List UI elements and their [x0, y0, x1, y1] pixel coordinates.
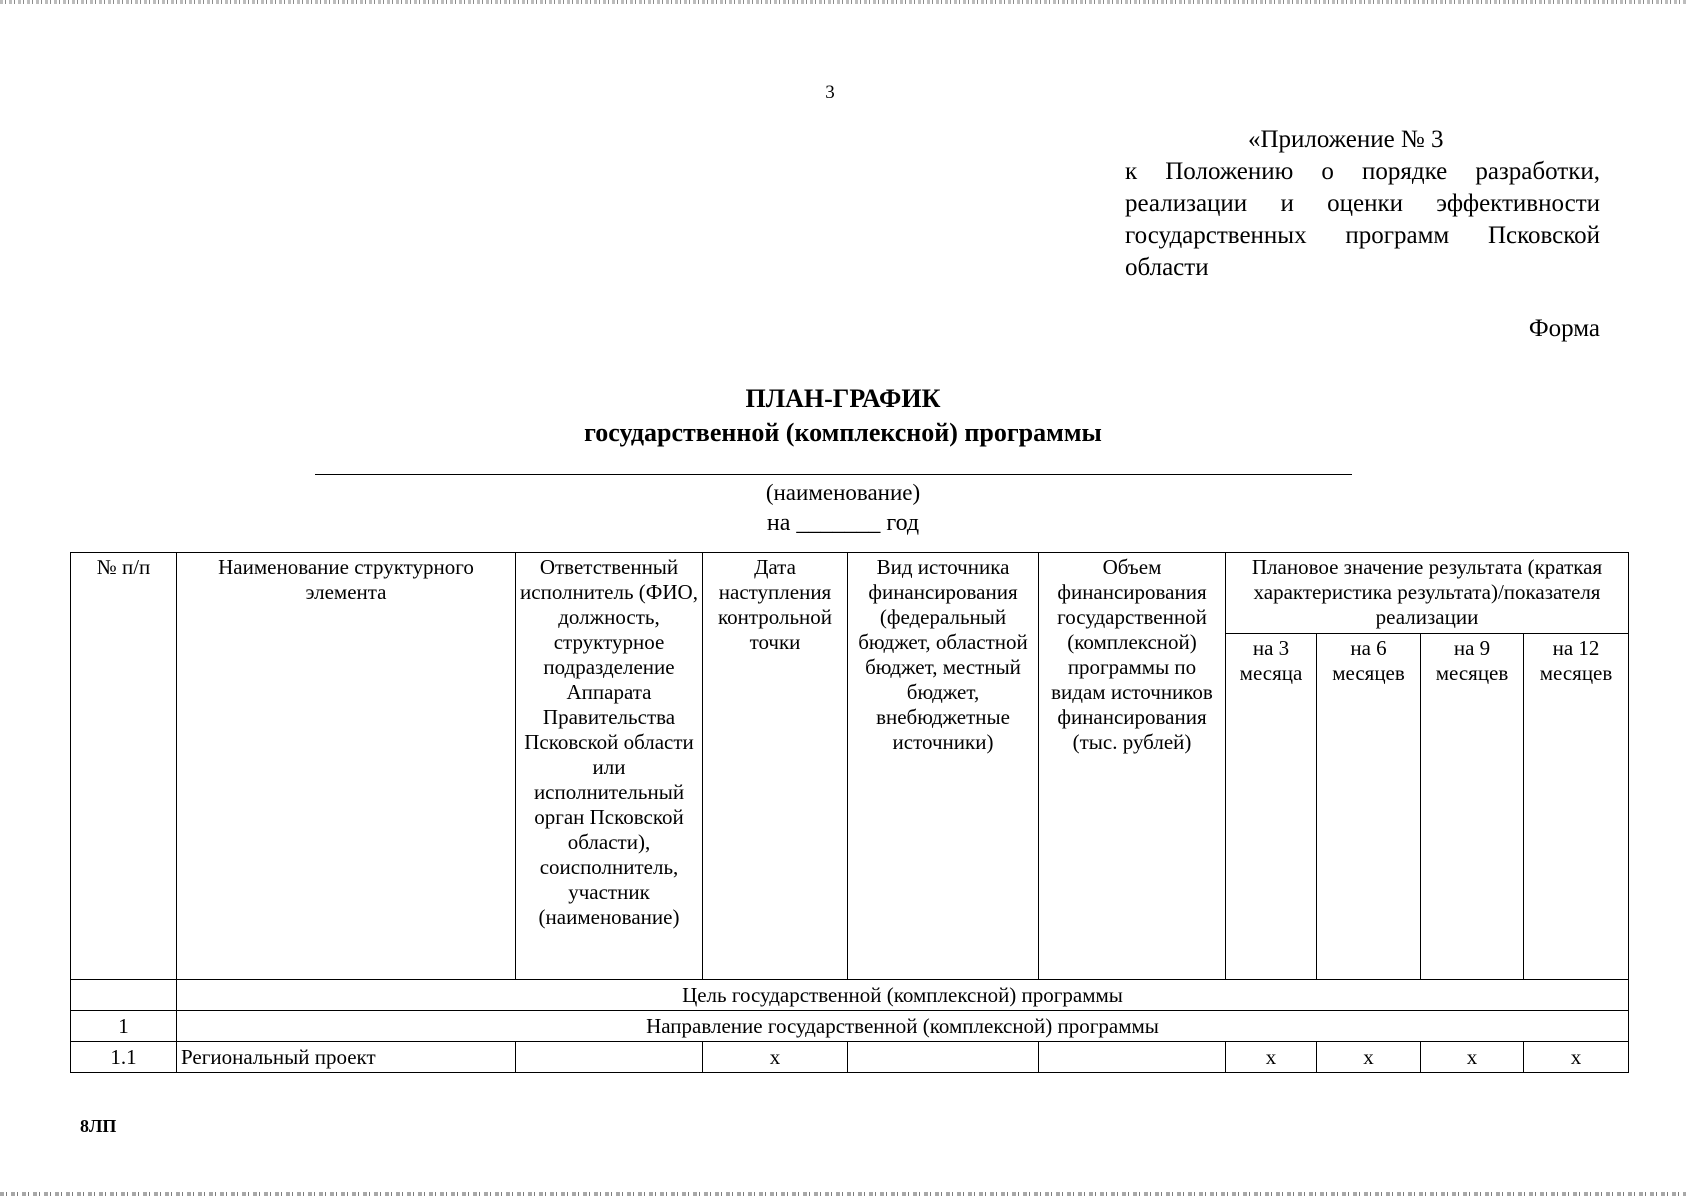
project-row-3-months: х: [1226, 1042, 1317, 1073]
project-row-name: Региональный проект: [177, 1042, 516, 1073]
scan-edge-bottom: [0, 1192, 1686, 1196]
form-label: Форма: [1528, 315, 1600, 342]
title-line-1: ПЛАН-ГРАФИК: [745, 384, 941, 413]
goal-row-num: [71, 980, 177, 1011]
appendix-text: к Положению о порядке разработки, реализации и оценки эффективности государственных программ Псковской области: [1125, 158, 1600, 281]
goal-row: [71, 980, 1629, 1011]
title-line-2: государственной (комплексной) программы: [584, 418, 1102, 447]
plan-schedule-table: [70, 552, 1629, 1073]
program-name-caption: (наименование): [765, 480, 921, 505]
header-6-months: на 6 месяцев: [1317, 634, 1421, 980]
project-row-num: 1.1: [71, 1042, 177, 1073]
direction-row-text: Направление государственной (комплексной) программы: [177, 1011, 1629, 1042]
table-header-row-1: [71, 553, 1629, 634]
document-title: [0, 382, 1686, 450]
project-row-9-months: х: [1421, 1042, 1524, 1073]
direction-row-num: 1: [71, 1011, 177, 1042]
header-funding-volume: Объем финансирования государственной (комплексной) программы по видам источников финансирования (тыс. рублей): [1039, 553, 1226, 980]
scan-edge-top: [0, 0, 1686, 4]
project-row-date: х: [703, 1042, 848, 1073]
header-control-date: Дата наступления контрольной точки: [703, 553, 848, 980]
header-9-months: на 9 месяцев: [1421, 634, 1524, 980]
header-element-name: Наименование структурного элемента: [177, 553, 516, 980]
project-row-6-months: х: [1317, 1042, 1421, 1073]
page-number: 3: [825, 82, 835, 103]
project-row-responsible: [516, 1042, 703, 1073]
goal-row-text: Цель государственной (комплексной) программы: [177, 980, 1629, 1011]
header-planned-value: Плановое значение результата (краткая характеристика результата)/показателя реализации: [1226, 553, 1629, 634]
project-row: [71, 1042, 1629, 1073]
header-12-months: на 12 месяцев: [1524, 634, 1629, 980]
header-responsible: Ответственный исполнитель (ФИО, должность, структурное подразделение Аппарата Правительства Псковской области или исполнительный орган Псковской области), соисполнитель, участник (наименование): [516, 553, 703, 980]
direction-row: [71, 1011, 1629, 1042]
year-line: на _______ год: [766, 510, 920, 536]
footer-code: 8ЛП: [80, 1116, 117, 1136]
header-3-months: на 3 месяца: [1226, 634, 1317, 980]
project-row-12-months: х: [1524, 1042, 1629, 1073]
project-row-source: [848, 1042, 1039, 1073]
project-row-volume: [1039, 1042, 1226, 1073]
appendix-block: [1125, 124, 1600, 284]
program-name-underline: [315, 474, 1352, 475]
appendix-heading: «Приложение № 3: [1248, 126, 1444, 153]
header-funding-source: Вид источника финансирования (федеральный бюджет, областной бюджет, местный бюджет, внебюджетные источники): [848, 553, 1039, 980]
header-num: № п/п: [71, 553, 177, 980]
